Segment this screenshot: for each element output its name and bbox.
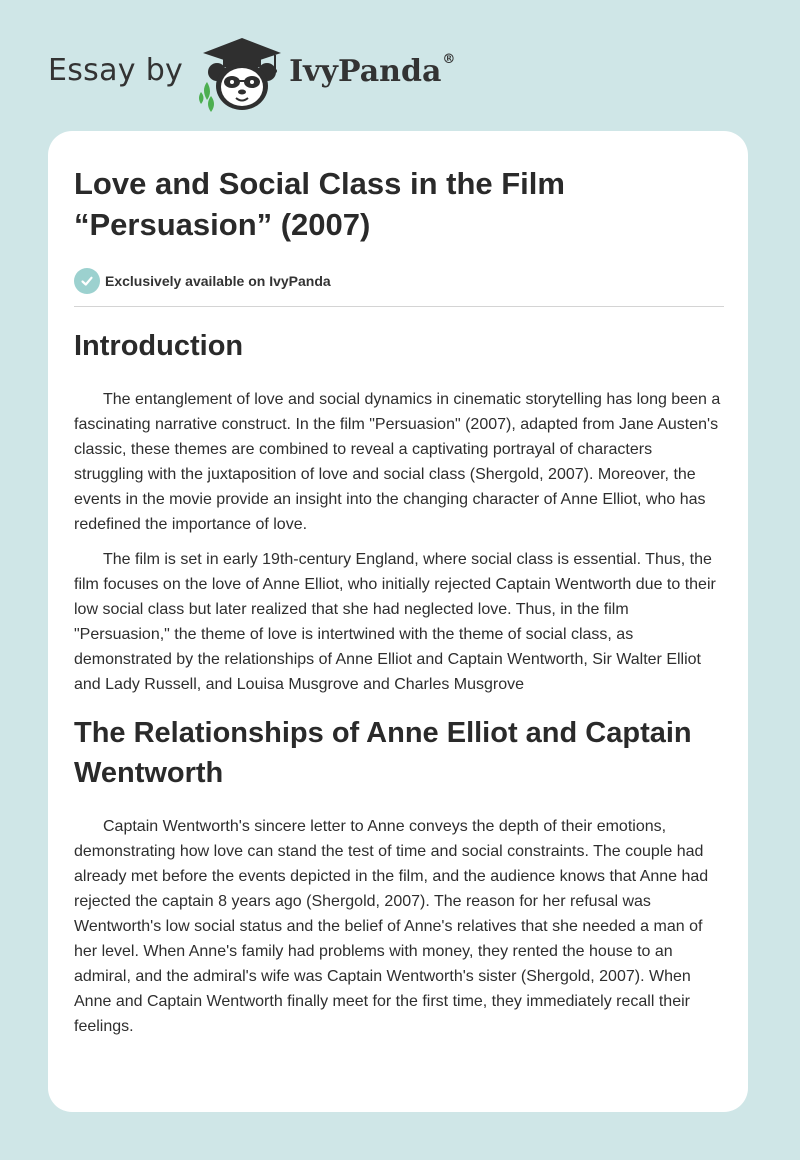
paragraph: The entanglement of love and social dynamics in cinematic storytelling has long been a fascinating narrative construct. In the film "Persuasion" (2007), adapted from Jane Austen's classic, these themes are combined to reveal a captivating portrayal of characters struggling with the juxtaposition of love and social class (Shergold, 2007). Moreover, the events in the movie provide an insight into the changing character of Anne Elliot, who has redefined the importance of love. xyxy=(74,391,721,533)
section-heading-introduction: Introduction xyxy=(74,330,244,362)
site-header xyxy=(48,34,455,114)
check-icon xyxy=(74,268,100,294)
exclusive-badge-label: Exclusively available on IvyPanda xyxy=(105,273,331,289)
paragraph: Captain Wentworth's sincere letter to Anne conveys the depth of their emotions, demonstrating how love can stand the test of time and social constraints. The couple had already met before the events depicted in the film, and the audience knows that Anne had rejected the captain 8 years ago (Shergold, 2007). The reason for her refusal was Wentworth's low social status and the belief of Anne's relatives that she needed a man of her level. When Anne's family had problems with money, they rented the house to an admiral, and the admiral's wife was Captain Wentworth's sister (Shergold, 2007). When Anne and Captain Wentworth finally meet for the first time, they immediately recall their feelings. xyxy=(74,818,709,1035)
essay-card xyxy=(48,131,748,1112)
divider xyxy=(74,306,724,307)
section-heading-relationships: The Relationships of Anne Elliot and Captain Wentworth xyxy=(74,717,692,789)
brand-name: IvyPanda® xyxy=(289,51,456,89)
essay-by-label: Essay by xyxy=(48,52,184,88)
ivypanda-logo-icon[interactable] xyxy=(197,34,287,114)
paragraph: The film is set in early 19th-century England, where social class is essential. Thus, the film focuses on the love of Anne Elliot, who initially rejected Captain Wentworth due to their low social class but later realized that she had neglected love. Thus, in the film "Persuasion," the theme of love is intertwined with the theme of social class, as demonstrated by the relationships of Anne Elliot and Captain Wentworth, Sir Walter Elliot and Lady Russell, and Louisa Musgrove and Charles Musgrove xyxy=(74,551,716,693)
essay-title: Love and Social Class in the Film “Persuasion” (2007) xyxy=(74,166,565,242)
registered-mark: ® xyxy=(442,51,456,67)
exclusive-badge xyxy=(74,267,724,295)
